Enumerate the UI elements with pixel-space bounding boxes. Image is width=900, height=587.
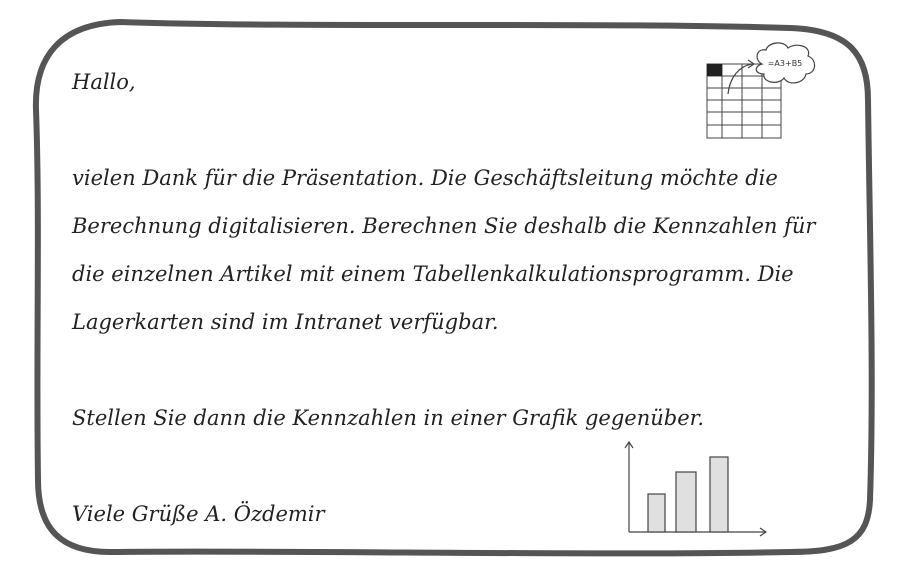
spreadsheet-formula: =A3+B5 [767,59,803,68]
bar-chart-icon [618,436,778,546]
closing-line: Viele Grüße A. Özdemir [72,502,325,526]
paragraph-line: vielen Dank für die Präsentation. Die Geschäftsleitung möchte die [72,166,778,190]
second-sentence: Stellen Sie dann die Kennzahlen in einer Grafik gegenüber. [72,406,705,430]
paragraph-line: Berechnung digitalisieren. Berechnen Sie deshalb die Kennzahlen für [72,214,816,238]
main-paragraph [72,154,832,346]
paragraph-line: Lagerkarten sind im Intranet verfügbar. [72,310,499,334]
paragraph-line: die einzelnen Artikel mit einem Tabellenkalkulationsprogramm. Die [72,262,794,286]
greeting-line: Hallo, [72,70,136,94]
spreadsheet-icon [700,40,830,144]
